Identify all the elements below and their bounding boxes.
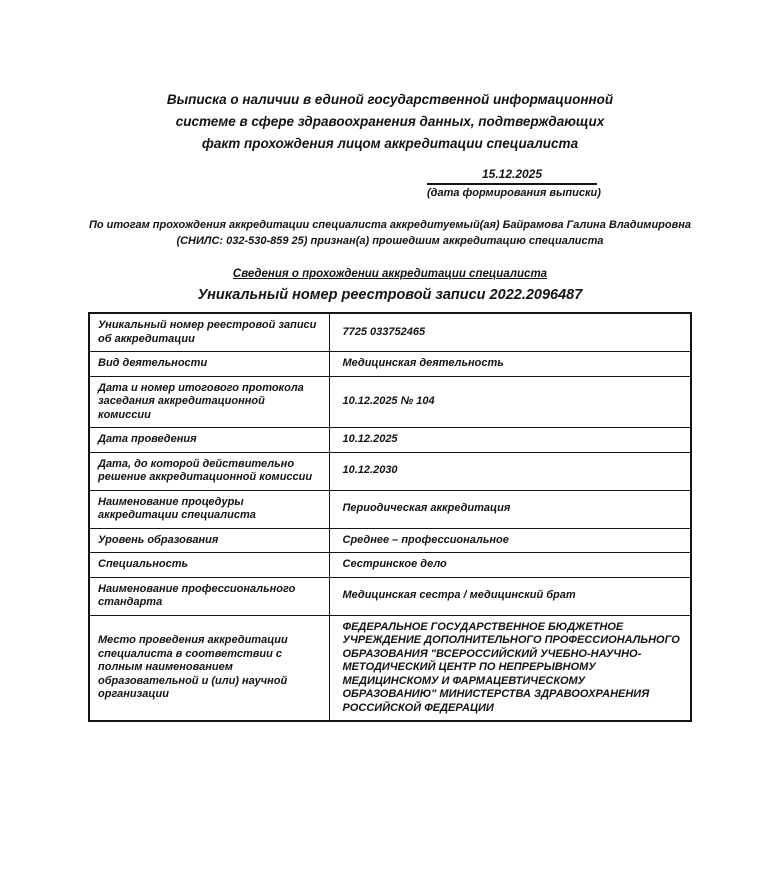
table-row — [89, 352, 691, 377]
table-row — [89, 615, 691, 721]
table-row — [89, 313, 691, 352]
row-value: Медицинская деятельность — [329, 352, 691, 377]
row-label: Вид деятельности — [89, 352, 329, 377]
table-row — [89, 577, 691, 615]
row-value: ФЕДЕРАЛЬНОЕ ГОСУДАРСТВЕННОЕ БЮДЖЕТНОЕ УЧРЕЖДЕНИЕ ДОПОЛНИТЕЛЬНОГО ПРОФЕССИОНАЛЬНОГО ОБРАЗОВАНИЯ "ВСЕРОССИЙСКИЙ УЧЕБНО-НАУЧНО-МЕТОДИЧЕСКИЙ ЦЕНТР ПО НЕПРЕРЫВНОМУ МЕДИЦИНСКОМУ И ФАРМАЦЕВТИЧЕСКОМУ ОБРАЗОВАНИЮ" МИНИСТЕРСТВА ЗДРАВООХРАНЕНИЯ РОССИЙСКОЙ ФЕДЕРАЦИИ — [329, 615, 691, 721]
row-label: Уникальный номер реестровой записи об аккредитации — [89, 313, 329, 352]
row-label: Дата и номер итогового протокола заседания аккредитационной комиссии — [89, 376, 329, 428]
row-value: 10.12.2025 № 104 — [329, 376, 691, 428]
issue-date: 15.12.2025 — [427, 167, 597, 185]
row-value: Сестринское дело — [329, 553, 691, 578]
row-label: Место проведения аккредитации специалиста в соответствии с полным наименованием образовательной и (или) научной организации — [89, 615, 329, 721]
issue-date-block — [427, 167, 601, 199]
row-label: Дата, до которой действительно решение аккредитационной комиссии — [89, 452, 329, 490]
accreditation-summary-paragraph: По итогам прохождения аккредитации специалиста аккредитуемый(ая) Байрамова Галина Владимировна (СНИЛС: 032-530-859 25) признан(а) прошедшим аккредитацию специалиста — [88, 219, 692, 247]
row-value: Периодическая аккредитация — [329, 490, 691, 528]
row-label: Уровень образования — [89, 528, 329, 553]
issue-date-caption: (дата формирования выписки) — [427, 187, 601, 199]
row-label: Дата проведения — [89, 428, 329, 453]
registry-number-heading: Уникальный номер реестровой записи 2022.2096487 — [197, 287, 583, 303]
row-value: Медицинская сестра / медицинский брат — [329, 577, 691, 615]
row-label: Специальность — [89, 553, 329, 578]
row-value: 10.12.2030 — [329, 452, 691, 490]
row-value: 7725 033752465 — [329, 313, 691, 352]
accreditation-details-table — [88, 312, 692, 722]
document-title: Выписка о наличии в единой государственной информационной системе в сфере здравоохранения данных, подтверждающих факт прохождения лицом аккредитации специалиста — [166, 92, 614, 151]
row-value: Среднее – профессиональное — [329, 528, 691, 553]
table-row — [89, 528, 691, 553]
row-value: 10.12.2025 — [329, 428, 691, 453]
row-label: Наименование профессионального стандарта — [89, 577, 329, 615]
table-row — [89, 452, 691, 490]
table-row — [89, 553, 691, 578]
row-label: Наименование процедуры аккредитации специалиста — [89, 490, 329, 528]
table-row — [89, 428, 691, 453]
section-heading: Сведения о прохождении аккредитации специалиста — [232, 268, 548, 280]
table-row — [89, 490, 691, 528]
table-row — [89, 376, 691, 428]
